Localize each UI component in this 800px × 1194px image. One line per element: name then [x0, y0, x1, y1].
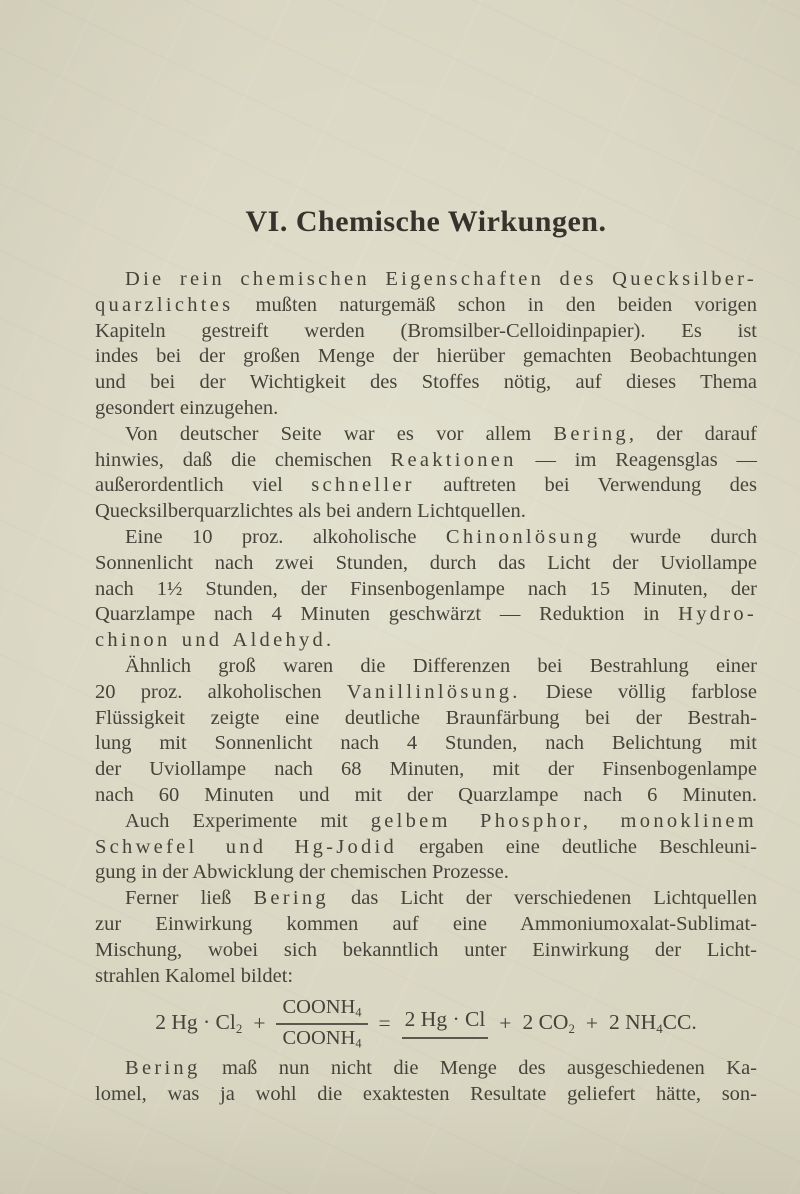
- letterspaced-emphasis: Chinonlösung: [445, 525, 601, 548]
- text-segment: nach 1½ Stunden, der Finsenbogenlampe nach 15 Minuten, der: [95, 577, 757, 600]
- plus-sign: +: [499, 1010, 512, 1035]
- text-line: [95, 293, 757, 319]
- text-segment: mußten naturgemäß schon in den beiden vorigen: [233, 293, 757, 316]
- letterspaced-emphasis: Bering: [253, 887, 329, 910]
- text-segment: gung in der Abwicklung der chemischen Prozesse.: [95, 861, 509, 884]
- paragraph: [95, 886, 757, 989]
- text-line: [95, 938, 757, 964]
- subscript: 2: [235, 1022, 243, 1037]
- text-line: [95, 757, 757, 783]
- paragraph: [95, 1056, 757, 1108]
- letterspaced-emphasis: Bering: [553, 422, 629, 445]
- text-segment: Ferner ließ: [125, 887, 254, 910]
- letterspaced-emphasis: Die rein chemischen Eigenschaften des Quecksilber-: [125, 268, 757, 290]
- letterspaced-emphasis: Reaktionen: [390, 448, 517, 471]
- text-segment: — im Reagensglas —: [516, 448, 757, 471]
- chemical-equation: [95, 989, 757, 1056]
- text-line: [95, 448, 757, 474]
- text-line: [95, 1056, 757, 1082]
- text-segment: strahlen Kalomel bildet:: [95, 964, 294, 987]
- paragraph: [95, 525, 757, 654]
- text-segment: Ähnlich groß waren die Differenzen bei Bestrahlung einer: [125, 654, 757, 677]
- text-segment: lomel, was ja wohl die exaktesten Resultate geliefert hätte, son-: [95, 1083, 757, 1106]
- text-line: [95, 525, 757, 551]
- text-line: [95, 499, 757, 525]
- text-segment: außerordentlich viel: [95, 474, 312, 497]
- text-segment: Mischung, wobei sich bekanntlich unter Einwirkung der Licht-: [95, 938, 757, 961]
- text-segment: Auch Experimente mit: [125, 809, 371, 832]
- text-segment: nach 60 Minuten und mit der Quarzlampe nach 6 Minuten.: [95, 783, 757, 806]
- text-line: [95, 551, 757, 577]
- text-line: [95, 396, 757, 422]
- text-line: [95, 370, 757, 396]
- equation-product-calomel-underlined: 2 Hg · Cl: [402, 1008, 489, 1039]
- subscript: 4: [656, 1022, 663, 1037]
- text-line: [95, 1082, 757, 1108]
- plus-sign: +: [253, 1010, 266, 1035]
- text-line: [95, 319, 757, 345]
- text-line: [95, 654, 757, 680]
- text-line: [95, 473, 757, 499]
- text-segment: und bei der Wichtigkeit des Stoffes nötig, auf dieses Thema: [95, 371, 757, 394]
- text-segment: 20 proz. alkoholischen: [95, 680, 347, 703]
- letterspaced-emphasis: Vanillinlösung.: [346, 680, 521, 703]
- text-segment: maß nun nicht die Menge des ausgeschiedenen Ka-: [200, 1057, 757, 1080]
- subscript: 2: [568, 1022, 575, 1037]
- text-line: [95, 809, 757, 835]
- text-segment: Quarzlampe nach 4 Minuten geschwärzt — Reduktion in: [95, 603, 679, 626]
- paragraph: [95, 654, 757, 809]
- text-segment: Von deutscher Seite war es vor allem: [125, 422, 554, 445]
- text-segment: Sonnenlicht nach zwei Stunden, durch das Licht der Uviollampe: [95, 551, 757, 574]
- letterspaced-emphasis: quarzlichtes: [95, 293, 234, 316]
- text-segment: Kapiteln gestreift werden (Bromsilber-Celloidinpapier). Es ist: [95, 319, 757, 342]
- text-line: [95, 964, 757, 990]
- text-segment: der Uviollampe nach 68 Minuten, mit der Finsenbogenlampe: [95, 758, 757, 781]
- fraction-denominator: $COONH_4$: [276, 1023, 367, 1051]
- text-segment: auftreten bei Verwendung des: [414, 474, 757, 497]
- text-segment: ergaben eine deutliche Beschleuni-: [397, 835, 758, 858]
- text-line: [95, 577, 757, 603]
- text-segment: lung mit Sonnenlicht nach 4 Stunden, nach Belichtung mit: [95, 732, 757, 755]
- text-line: [95, 602, 757, 628]
- text-line: [95, 628, 757, 654]
- text-segment: das Licht der verschiedenen Lichtquellen: [328, 887, 757, 910]
- text-line: [95, 860, 757, 886]
- text-segment: zur Einwirkung kommen auf eine Ammoniumoxalat-Sublimat-: [95, 912, 757, 935]
- subscript: 4: [355, 1006, 362, 1020]
- text-line: [95, 706, 757, 732]
- letterspaced-emphasis: Schwefel und Hg-Jodid: [95, 835, 398, 858]
- text-segment: Diese völlig farblose: [520, 680, 757, 703]
- paragraph: [95, 422, 757, 525]
- text-segment: , der darauf: [628, 422, 757, 445]
- text-segment: gesondert einzugehen.: [95, 396, 279, 419]
- text-line: [95, 835, 757, 861]
- text-line: [95, 886, 757, 912]
- text-line: [95, 267, 757, 293]
- text-segment: Quecksilberquarzlichtes als bei andern Lichtquellen.: [95, 500, 526, 523]
- plus-sign: +: [585, 1010, 599, 1035]
- equation-reactant-mercury-chloride: 2 $Hg \cdot Cl_2$: [155, 1010, 243, 1037]
- paragraph: [95, 267, 757, 422]
- text-line: [95, 912, 757, 938]
- text-line: [95, 731, 757, 757]
- equation-ammonium-oxalate-fraction: [276, 996, 367, 1051]
- letterspaced-emphasis: Hydro-: [678, 603, 757, 626]
- text-line: [95, 344, 757, 370]
- fraction-numerator: $COONH_4$: [282, 996, 362, 1020]
- text-line: [95, 680, 757, 706]
- paragraphs-after-equation: [95, 1056, 757, 1108]
- chapter-title: VI. Chemische Wirkungen.: [245, 205, 607, 238]
- text-line: [95, 783, 757, 809]
- text-block: [95, 267, 757, 1108]
- text-segment: wurde durch: [600, 525, 758, 548]
- paragraphs-before-equation: [95, 267, 757, 989]
- letterspaced-emphasis: Bering: [125, 1057, 201, 1080]
- equation-product-ammonium: 2 $NH_4CC$.: [609, 1010, 697, 1037]
- text-segment: Eine 10 proz. alkoholische: [125, 525, 446, 548]
- paragraph: [95, 809, 757, 886]
- letterspaced-emphasis: gelbem Phosphor, monoklinem: [370, 809, 757, 832]
- letterspaced-emphasis: schneller: [311, 474, 415, 497]
- equals-sign: =: [378, 1010, 391, 1035]
- letterspaced-emphasis: chinon und Aldehyd.: [95, 629, 335, 652]
- text-segment: indes bei der großen Menge der hierüber gemachten Beobachtungen: [95, 345, 757, 368]
- subscript: 4: [355, 1036, 362, 1051]
- equation-product-carbon-dioxide: 2 $CO_2$: [522, 1010, 575, 1037]
- text-segment: hinwies, daß die chemischen: [95, 448, 391, 471]
- text-line: [95, 422, 757, 448]
- text-segment: Flüssigkeit zeigte eine deutliche Braunfärbung bei der Bestrah-: [95, 706, 757, 729]
